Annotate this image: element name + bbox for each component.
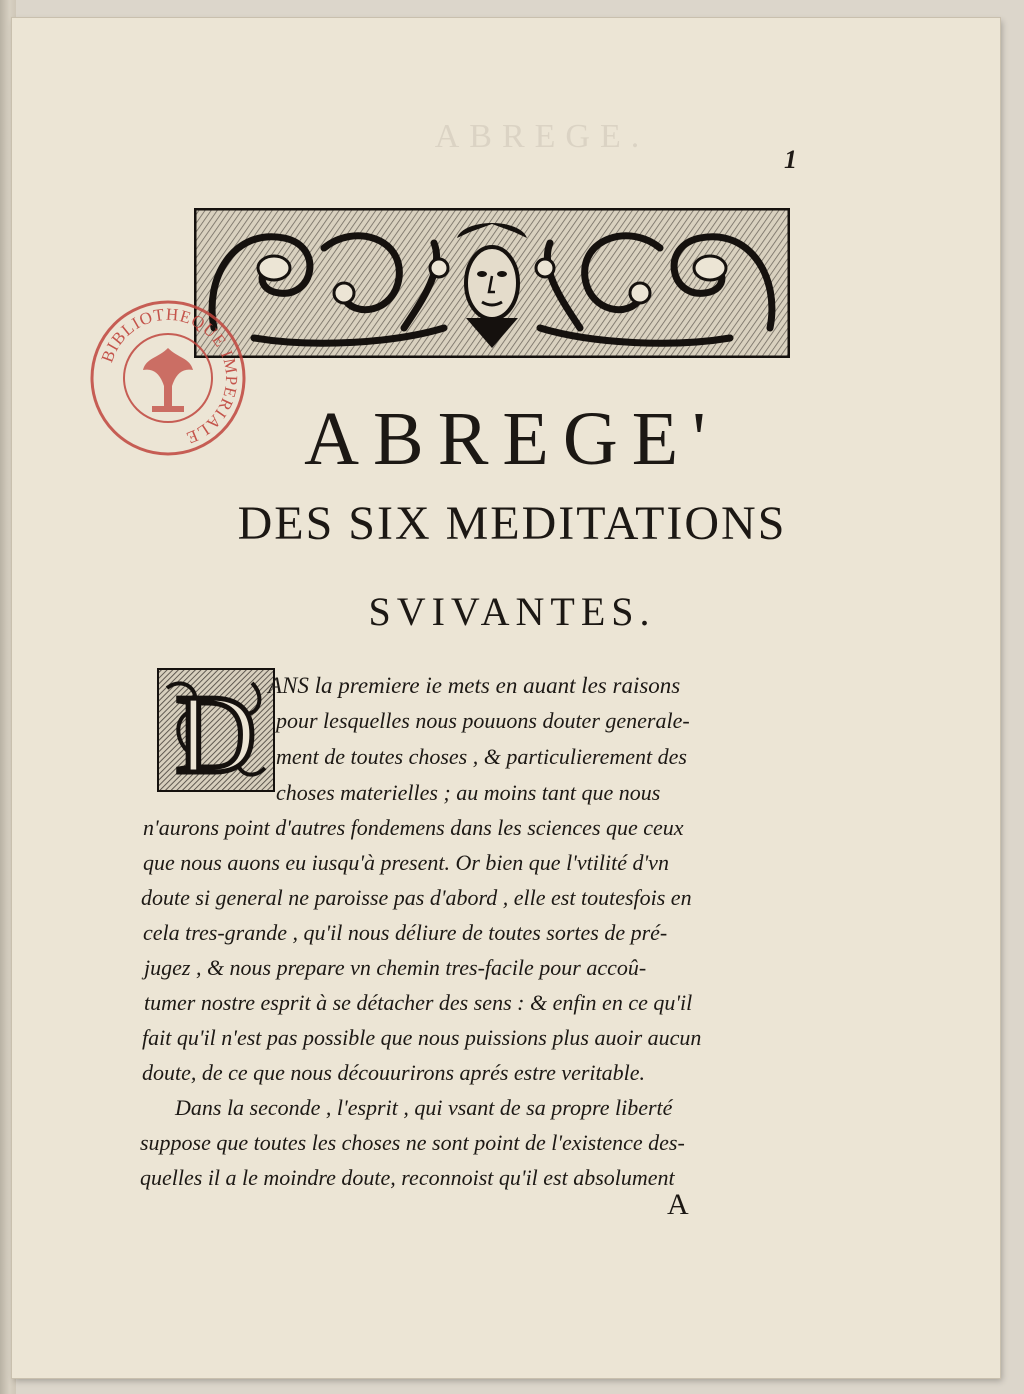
body-line: que nous auons eu iusqu'à present. Or bien que l'vtilité d'vn: [143, 850, 669, 875]
headpiece-ornament: [194, 208, 790, 358]
body-line: cela tres-grande , qu'il nous déliure de toutes sortes de pré-: [143, 920, 668, 945]
body-line: choses materielles ; au moins tant que nous: [276, 780, 661, 805]
body-line: doute si general ne paroisse pas d'abord , elle est toutesfois en: [141, 885, 692, 910]
body-line: ment de toutes choses , & particulierement des: [276, 744, 687, 769]
body-line: doute, de ce que nous découurirons aprés estre veritable.: [142, 1060, 646, 1085]
title-subtitle: DES SIX MEDITATIONS: [237, 497, 787, 550]
body-line: pour lesquelles nous pouuons douter generale-: [276, 708, 690, 733]
body-line: Dans la seconde , l'esprit , qui vsant de sa propre liberté: [175, 1095, 673, 1120]
dropcap-ornament: [157, 668, 275, 792]
signature-mark: A: [667, 1188, 689, 1221]
body-line: suppose que toutes les choses ne sont point de l'existence des-: [140, 1130, 685, 1155]
body-line: jugez , & nous prepare vn chemin tres-facile pour accoû-: [144, 955, 647, 980]
page-number: 1: [784, 145, 797, 174]
title-main: ABREGE': [304, 397, 720, 481]
stamp-text: BIBLIOTHEQUE IMPERIALE: [97, 304, 242, 448]
body-line: fait qu'il n'est pas possible que nous puissions plus auoir aucun: [142, 1025, 702, 1050]
body-line: n'aurons point d'autres fondemens dans les sciences que ceux: [143, 815, 684, 840]
body-line: tumer nostre esprit à se détacher des sens : & enfin en ce qu'il: [144, 990, 693, 1015]
book-page: [12, 18, 1000, 1378]
body-line: quelles il a le moindre doute, reconnoist qu'il est absolument: [140, 1165, 675, 1190]
title-subtitle-2: SVIVANTES.: [368, 589, 656, 634]
bleed-through-text: ABREGE.: [434, 118, 650, 155]
body-line: ANS la premiere ie mets en auant les raisons: [268, 673, 681, 698]
dropcap-letter: D: [175, 673, 257, 792]
